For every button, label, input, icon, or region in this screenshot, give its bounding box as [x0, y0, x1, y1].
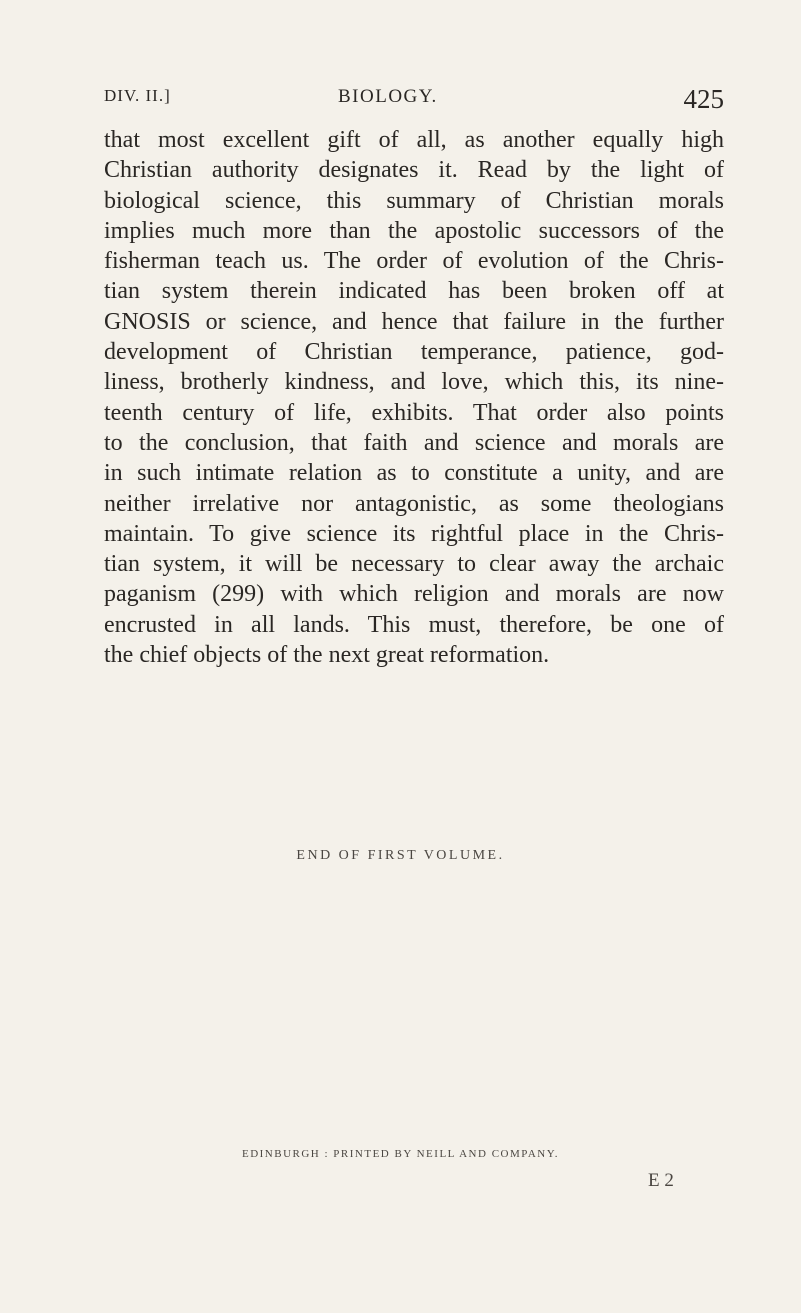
- text-line: to the conclusion, that faith and science and morals are: [104, 429, 724, 456]
- page-number: 425: [683, 84, 724, 114]
- text-line: encrusted in all lands. This must, therefore, be one of: [104, 611, 724, 638]
- text-line: GNOSIS or science, and hence that failure in the further: [104, 308, 724, 335]
- printer-imprint: EDINBURGH : PRINTED BY NEILL AND COMPANY.: [241, 1148, 560, 1160]
- signature-mark: E 2: [648, 1170, 674, 1191]
- text-line: Christian authority designates it. Read by the light of: [104, 157, 724, 184]
- text-line: liness, brotherly kindness, and love, which this, its nine-: [104, 369, 724, 396]
- section-title: BIOLOGY.: [338, 86, 438, 107]
- text-line: the chief objects of the next great reformation.: [104, 642, 550, 669]
- text-line: tian system therein indicated has been broken off at: [104, 278, 724, 305]
- text-line: that most excellent gift of all, as another equally high: [104, 127, 724, 153]
- running-head: [104, 86, 724, 116]
- text-line: neither irrelative nor antagonistic, as some theologians: [104, 490, 724, 517]
- text-line: maintain. To give science its rightful place in the Chris-: [104, 520, 724, 547]
- text-line: teenth century of life, exhibits. That order also points: [104, 399, 724, 426]
- body-paragraph: [104, 125, 724, 670]
- text-line: paganism (299) with which religion and morals are now: [104, 581, 724, 608]
- end-of-volume-note: END OF FIRST VOLUME.: [296, 848, 505, 863]
- text-line: implies much more than the apostolic successors of the: [104, 217, 724, 244]
- text-line: development of Christian temperance, patience, god-: [104, 339, 724, 366]
- text-line: in such intimate relation as to constitute a unity, and are: [104, 460, 724, 487]
- division-label: DIV. II.]: [104, 86, 171, 105]
- text-line: fisherman teach us. The order of evolution of the Chris-: [104, 248, 724, 275]
- text-line: tian system, it will be necessary to clear away the archaic: [104, 551, 724, 578]
- text-line: biological science, this summary of Christian morals: [104, 187, 724, 214]
